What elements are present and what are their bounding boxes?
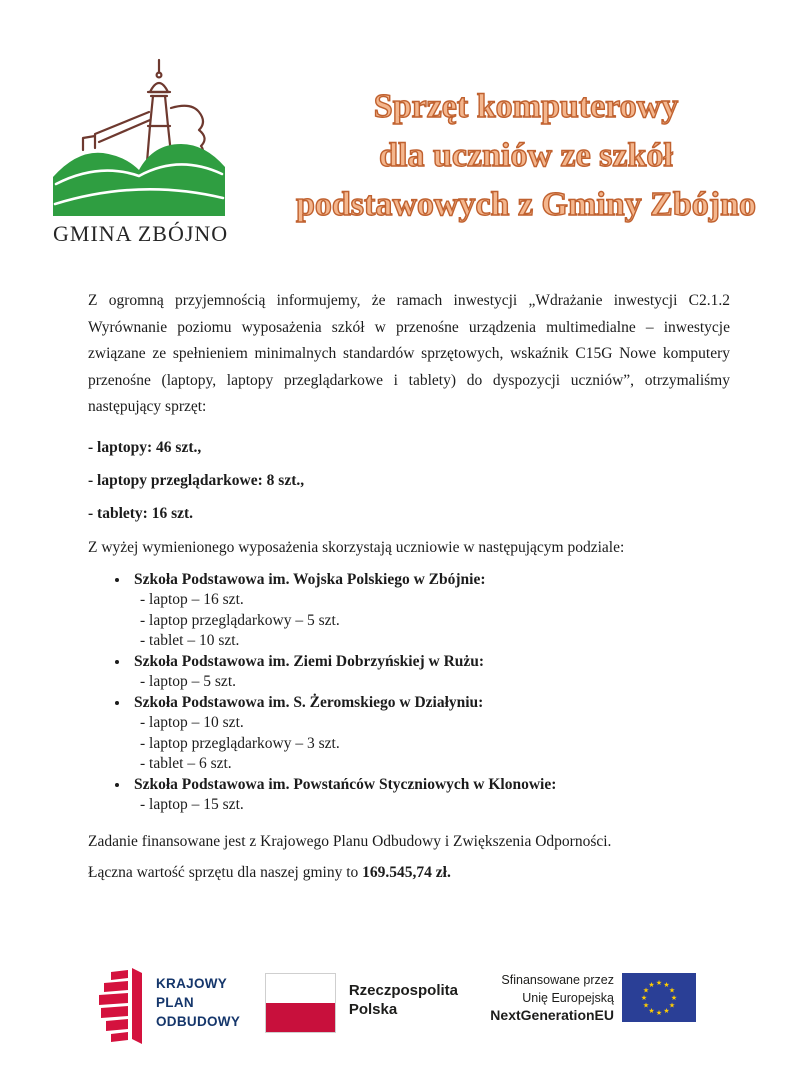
equipment-list xyxy=(88,438,730,524)
document-body xyxy=(88,288,730,883)
school-name: Szkoła Podstawowa im. Wojska Polskiego w Zbójnie: xyxy=(134,570,486,588)
svg-text:★: ★ xyxy=(640,994,648,1002)
poland-flag-white-stripe xyxy=(266,974,335,1003)
svg-text:★: ★ xyxy=(642,986,650,995)
svg-text:★: ★ xyxy=(648,1007,655,1015)
school-equipment xyxy=(140,795,730,816)
school-equipment-line: - laptop – 15 szt. xyxy=(140,796,244,814)
school-name: Szkoła Podstawowa im. S. Żeromskiego w Działyniu: xyxy=(134,693,484,711)
page-title-line3: podstawowych z Gminy Zbójno xyxy=(295,186,756,223)
svg-text:★: ★ xyxy=(648,981,655,989)
poland-flag-icon xyxy=(265,973,336,1033)
svg-text:★: ★ xyxy=(642,1001,650,1010)
svg-text:★: ★ xyxy=(668,986,676,995)
school-equipment-line: - laptop – 10 szt. xyxy=(140,714,244,732)
school-equipment-line: - laptop przeglądarkowy – 3 szt. xyxy=(140,734,340,752)
equipment-item: - laptopy: 46 szt., xyxy=(88,438,202,456)
school-entry xyxy=(130,570,730,652)
intro-paragraph: Z ogromną przyjemnością informujemy, że ramach inwestycji „Wdrażanie inwestycji C2.1.2 Wyrównanie poziomu wyposażenia szkół w przenośne urządzenia multimedialne – inwestycje związane ze spełnieniem minimalnych standardów sprzętowych, wskaźnik C15G Nowe komputery przenośne (laptopy, laptopy przeglądarkowe i tablety) do dyspozycji uczniów”, otrzymaliśmy następujący sprzęt: xyxy=(88,292,730,416)
svg-text:★: ★ xyxy=(663,981,670,989)
gmina-zbojno-logo-icon xyxy=(53,50,225,218)
svg-text:★: ★ xyxy=(663,1007,670,1015)
kpo-text-line3: ODBUDOWY xyxy=(156,1014,241,1029)
school-entry xyxy=(130,775,730,816)
kpo-building-icon xyxy=(98,966,146,1046)
school-entry xyxy=(130,652,730,693)
svg-text:★: ★ xyxy=(655,979,663,987)
poland-text-line2: Polska xyxy=(348,1001,398,1018)
funding-note: Zadanie finansowane jest z Krajowego Planu Odbudowy i Zwiększenia Odporności. xyxy=(88,832,612,850)
eu-text-line2: Unię Europejską xyxy=(522,990,614,1005)
school-equipment-line: - laptop – 5 szt. xyxy=(140,673,236,691)
svg-text:★: ★ xyxy=(655,1009,663,1017)
kpo-logo-text xyxy=(156,974,240,1031)
eu-logo-text xyxy=(478,972,614,1025)
svg-text:★: ★ xyxy=(668,1001,676,1010)
total-prefix: Łączna wartość sprzętu dla naszej gminy to xyxy=(88,863,363,881)
total-value: 169.545,74 zł. xyxy=(362,863,451,881)
poland-text-line1: Rzeczpospolita xyxy=(348,982,458,999)
page-title xyxy=(270,82,782,229)
school-name: Szkoła Podstawowa im. Powstańców Styczniowych w Klonowie: xyxy=(134,775,557,793)
total-value-line xyxy=(88,863,730,883)
school-equipment xyxy=(140,672,730,693)
equipment-item: - laptopy przeglądarkowe: 8 szt., xyxy=(88,471,305,489)
eu-text-line3: NextGenerationEU xyxy=(490,1007,614,1023)
school-equipment-line: - laptop przeglądarkowy – 5 szt. xyxy=(140,611,340,629)
gmina-zbojno-logo xyxy=(53,50,229,247)
page-title-line1: Sprzęt komputerowy xyxy=(373,88,679,125)
eu-logo xyxy=(478,966,696,1025)
gmina-zbojno-logo-caption: GMINA ZBÓJNO xyxy=(53,221,229,246)
division-intro: Z wyżej wymienionego wyposażenia skorzystają uczniowie w następującym podziale: xyxy=(88,538,625,556)
page-title-line2: dla uczniów ze szkół xyxy=(379,137,673,174)
school-equipment-line: - tablet – 10 szt. xyxy=(140,632,240,650)
svg-text:★: ★ xyxy=(670,994,678,1002)
eu-text-line1: Sfinansowane przez xyxy=(501,973,614,987)
school-equipment xyxy=(140,713,730,775)
kpo-text-line2: PLAN xyxy=(156,995,194,1010)
eu-flag-icon xyxy=(622,973,696,1022)
school-name: Szkoła Podstawowa im. Ziemi Dobrzyńskiej w Rużu: xyxy=(134,652,485,670)
school-equipment-line: - laptop – 16 szt. xyxy=(140,591,244,609)
equipment-item: - tablety: 16 szt. xyxy=(88,504,194,522)
poland-logo-text xyxy=(349,981,458,1019)
kpo-text-line1: KRAJOWY xyxy=(156,976,228,991)
poland-logo xyxy=(265,966,458,1033)
school-equipment-line: - tablet – 6 szt. xyxy=(140,755,232,773)
school-list xyxy=(130,570,730,816)
kpo-logo xyxy=(98,966,265,1046)
school-entry xyxy=(130,693,730,775)
footer-logos xyxy=(98,966,696,1046)
poland-flag-red-stripe xyxy=(266,1003,335,1032)
school-equipment xyxy=(140,590,730,652)
